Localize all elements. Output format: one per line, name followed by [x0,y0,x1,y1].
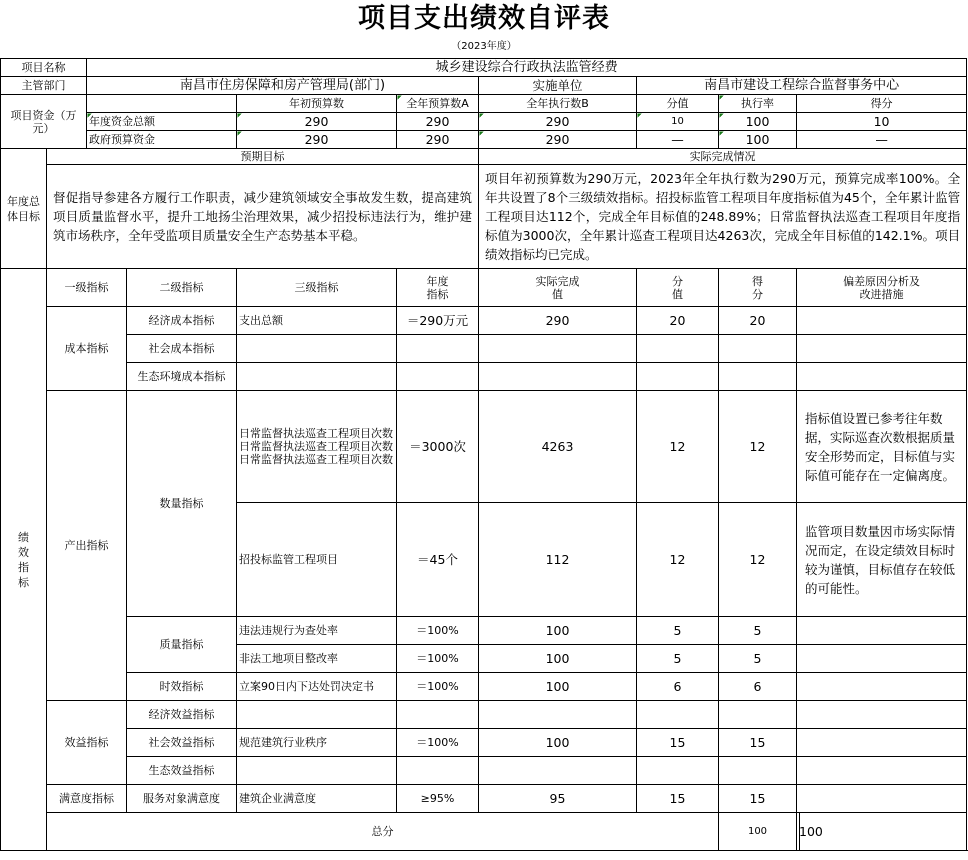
output-q2-target: ＝45个 [397,503,479,617]
benefit-social-note [797,729,967,757]
impl-label: 实施单位 [479,77,637,95]
fund-header-score-value: 分值 [637,95,719,113]
output-timeliness-label: 时效指标 [127,673,237,701]
benefit-social-actual: 100 [479,729,637,757]
output-t1-score: 6 [719,673,797,701]
benefit-ecological-note [797,757,967,785]
output-qa1-note [797,617,967,645]
output-q1-l3: 日常监督执法巡查工程项目次数日常监督执法巡查工程项目次数日常监督执法巡查工程项目次数 [237,391,397,503]
output-quality-label: 质量指标 [127,617,237,673]
output-t1-note [797,673,967,701]
ind-header-level3: 三级指标 [237,269,397,307]
fund-row-gov-score-value: — [637,131,719,149]
fund-header-executed: 全年执行数B [479,95,637,113]
fund-row-gov-annual: 290 [397,131,479,149]
fund-row-total-label: 年度资金总额 [87,113,237,131]
benefit-economic-actual [479,701,637,729]
output-q2-score-value: 12 [637,503,719,617]
form-year: （2023年度） [451,41,517,52]
fund-header-score: 得分 [797,95,967,113]
benefit-ecological-label: 生态效益指标 [127,757,237,785]
total-note [800,813,967,851]
output-qa2-score-value: 5 [637,645,719,673]
cost-social-target [397,335,479,363]
output-q1-target: ＝3000次 [397,391,479,503]
output-q2-actual: 112 [479,503,637,617]
satisfaction-score-value: 15 [637,785,719,813]
output-q2-note: 监管项目数量因市场实际情况而定，在设定绩效目标时较为谨慎，目标值存在较低的可能性。 [797,503,967,617]
satisfaction-actual: 95 [479,785,637,813]
benefit-economic-l3 [237,701,397,729]
output-q1-score: 12 [719,391,797,503]
total-score: 100 [797,813,800,851]
cost-social-l3 [237,335,397,363]
benefit-ecological-l3 [237,757,397,785]
output-t1-l3: 立案90日内下达处罚决定书 [237,673,397,701]
benefit-ecological-score-value [637,757,719,785]
benefit-social-target: ＝100% [397,729,479,757]
fund-row-total-initial: 290 [237,113,397,131]
satisfaction-note [797,785,967,813]
cost-social-note [797,335,967,363]
cost-ecological-label: 生态环境成本指标 [127,363,237,391]
cost-ecological-score-value [637,363,719,391]
fund-row-total-exec-rate: 100 [719,113,797,131]
ind-header-score-value: 分值 [637,269,719,307]
benefit-economic-note [797,701,967,729]
fund-row-total-annual: 290 [397,113,479,131]
total-label: 总分 [47,813,719,851]
benefit-economic-score [719,701,797,729]
fund-header-blank [87,95,237,113]
output-q2-l3: 招投标监管工程项目 [237,503,397,617]
cost-social-label: 社会成本指标 [127,335,237,363]
fund-row-gov-score: — [797,131,967,149]
satisfaction-l2: 服务对象满意度 [127,785,237,813]
evaluation-table [0,58,967,851]
fund-header-initial: 年初预算数 [237,95,397,113]
impl-value: 南昌市建设工程综合监督事务中心 [637,77,967,95]
output-q2-score: 12 [719,503,797,617]
cost-economic-label: 经济成本指标 [127,307,237,335]
cost-economic-score: 20 [719,307,797,335]
output-quantity-label: 数量指标 [127,391,237,617]
total-score-value: 100 [719,813,797,851]
benefit-indicator-label: 效益指标 [47,701,127,785]
ind-header-score: 得分 [719,269,797,307]
benefit-ecological-score [719,757,797,785]
dept-value: 南昌市住房保障和房产管理局(部门) [87,77,479,95]
ind-header-actual-value: 实际完成值 [479,269,637,307]
output-qa1-l3: 违法违规行为查处率 [237,617,397,645]
cost-economic-target: ＝290万元 [397,307,479,335]
cost-ecological-actual [479,363,637,391]
fund-row-total-score: 10 [797,113,967,131]
benefit-ecological-target [397,757,479,785]
output-indicator-label: 产出指标 [47,391,127,701]
output-qa2-actual: 100 [479,645,637,673]
ind-header-annual-target: 年度指标 [397,269,479,307]
actual-completion-text: 项目年初预算数为290万元，2023年全年执行数为290万元，预算完成率100%。全年共设置了8个三级绩效指标。招投标监管工程项目年度指标值为45个，全年累计监管工程项目达112个，完成全年目标值的248.89%；日常监督执法巡查工程项目年度指标值为3000次，全年累计巡查工程项目达4263次，完成全年目标值的142.1%。项目绩效指标均已完成。 [479,165,967,269]
cost-economic-l3: 支出总额 [237,307,397,335]
cost-indicator-label: 成本指标 [47,307,127,391]
output-qa2-target: ＝100% [397,645,479,673]
output-q1-score-value: 12 [637,391,719,503]
ind-header-level2: 二级指标 [127,269,237,307]
cost-ecological-l3 [237,363,397,391]
dept-label: 主管部门 [1,77,87,95]
fund-label: 项目资金（万元） [1,95,87,149]
perf-label: 绩效指标 [1,269,47,851]
benefit-economic-target [397,701,479,729]
output-t1-target: ＝100% [397,673,479,701]
actual-completion-header: 实际完成情况 [479,149,967,165]
fund-row-total-score-value: 10 [637,113,719,131]
cost-ecological-target [397,363,479,391]
fund-row-gov-exec-rate: 100 [719,131,797,149]
output-t1-score-value: 6 [637,673,719,701]
satisfaction-l3: 建筑企业满意度 [237,785,397,813]
satisfaction-indicator-label: 满意度指标 [47,785,127,813]
project-name-value: 城乡建设综合行政执法监管经费 [87,59,967,77]
fund-row-gov-label: 政府预算资金 [87,131,237,149]
output-q1-actual: 4263 [479,391,637,503]
output-qa1-score-value: 5 [637,617,719,645]
goal-label: 年度总体目标 [1,149,47,269]
benefit-ecological-actual [479,757,637,785]
ind-header-deviation: 偏差原因分析及改进措施 [797,269,967,307]
expected-goal-header: 预期目标 [47,149,479,165]
cost-ecological-note [797,363,967,391]
ind-header-level1: 一级指标 [47,269,127,307]
benefit-social-label: 社会效益指标 [127,729,237,757]
output-t1-actual: 100 [479,673,637,701]
benefit-social-l3: 规范建筑行业秩序 [237,729,397,757]
fund-row-gov-executed: 290 [479,131,637,149]
output-qa2-note [797,645,967,673]
output-qa1-actual: 100 [479,617,637,645]
cost-social-actual [479,335,637,363]
expected-goal-text: 督促指导参建各方履行工作职责，减少建筑领域安全事故发生数，提高建筑项目质量监督水平，提升工地扬尘治理效果，减少招投标违法行为，维护建筑市场秩序，全年受监项目质量安全生产态势基本平稳。 [47,165,479,269]
benefit-social-score: 15 [719,729,797,757]
cost-economic-note [797,307,967,335]
benefit-economic-label: 经济效益指标 [127,701,237,729]
benefit-social-score-value: 15 [637,729,719,757]
satisfaction-score: 15 [719,785,797,813]
cost-economic-score-value: 20 [637,307,719,335]
cost-social-score [719,335,797,363]
output-qa2-l3: 非法工地项目整改率 [237,645,397,673]
fund-header-exec-rate: 执行率 [719,95,797,113]
fund-row-gov-initial: 290 [237,131,397,149]
benefit-economic-score-value [637,701,719,729]
output-qa1-score: 5 [719,617,797,645]
cost-ecological-score [719,363,797,391]
cost-social-score-value [637,335,719,363]
satisfaction-target: ≥95% [397,785,479,813]
output-q1-note: 指标值设置已参考往年数据，实际巡查次数根据质量安全形势而定，目标值与实际值可能存在一定偏离度。 [797,391,967,503]
fund-header-annual: 全年预算数A [397,95,479,113]
output-qa2-score: 5 [719,645,797,673]
cost-economic-actual: 290 [479,307,637,335]
form-title: 项目支出绩效自评表 [358,3,610,34]
fund-row-total-executed: 290 [479,113,637,131]
output-qa1-target: ＝100% [397,617,479,645]
project-name-label: 项目名称 [1,59,87,77]
